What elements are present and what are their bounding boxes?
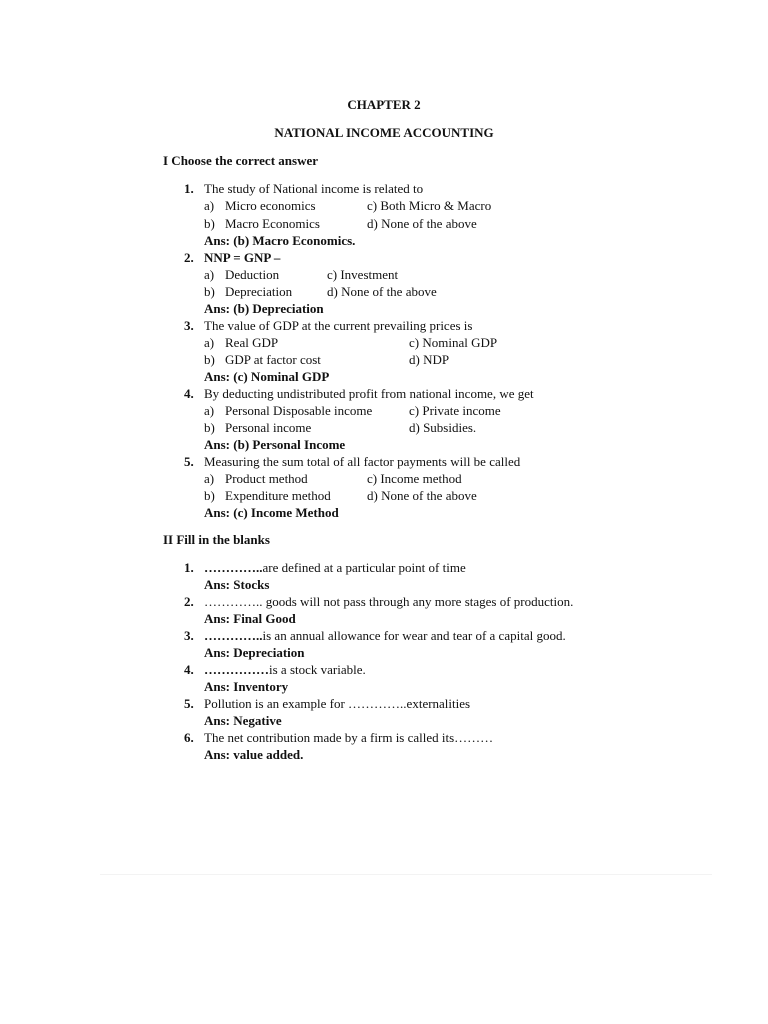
item-text bbox=[204, 594, 573, 610]
answer: Ans: Inventory bbox=[204, 679, 289, 694]
item-number: 6. bbox=[184, 730, 194, 745]
option-letter: b) bbox=[204, 352, 215, 367]
blank: …………… bbox=[204, 662, 269, 677]
question-number: 2. bbox=[184, 250, 194, 265]
option-text: d) Subsidies. bbox=[409, 420, 477, 435]
blank: ………….. bbox=[204, 560, 263, 575]
answer: Ans: value added. bbox=[204, 747, 304, 762]
item-text bbox=[204, 560, 466, 576]
option-text: d) NDP bbox=[409, 352, 450, 367]
item-number: 3. bbox=[184, 628, 194, 643]
item-number: 1. bbox=[184, 560, 194, 575]
question-text: NNP = GNP – bbox=[204, 250, 281, 265]
item-text-rest: goods will not pass through any more stages of production. bbox=[262, 594, 574, 609]
option-text: Deduction bbox=[225, 267, 280, 282]
item-number: 2. bbox=[184, 594, 194, 609]
answer: Ans: (b) Depreciation bbox=[204, 301, 324, 316]
item-text-rest: The net contribution made by a firm is called its……… bbox=[204, 730, 494, 745]
item-text bbox=[204, 628, 566, 644]
option-text: c) Income method bbox=[367, 471, 462, 486]
question-text: The study of National income is related to bbox=[204, 181, 424, 196]
section-heading-fill-blanks: II Fill in the blanks bbox=[163, 532, 270, 547]
chapter-label: CHAPTER 2 bbox=[347, 97, 421, 112]
answer: Ans: (c) Income Method bbox=[204, 505, 339, 520]
answer: Ans: (c) Nominal GDP bbox=[204, 369, 330, 384]
option-text: Expenditure method bbox=[225, 488, 331, 503]
option-text: d) None of the above bbox=[327, 284, 437, 299]
option-letter: a) bbox=[204, 403, 215, 418]
option-text: c) Investment bbox=[327, 267, 399, 282]
section-heading-mcq: I Choose the correct answer bbox=[163, 153, 318, 168]
question-number: 1. bbox=[184, 181, 194, 196]
option-text: Personal income bbox=[225, 420, 312, 435]
item-text bbox=[204, 662, 366, 678]
page-title: NATIONAL INCOME ACCOUNTING bbox=[274, 125, 494, 140]
option-text: Macro Economics bbox=[225, 216, 320, 231]
answer: Ans: (b) Personal Income bbox=[204, 437, 346, 452]
option-text: Product method bbox=[225, 471, 308, 486]
option-text: Depreciation bbox=[225, 284, 293, 299]
item-number: 5. bbox=[184, 696, 194, 711]
item-text-rest: is a stock variable. bbox=[269, 662, 366, 677]
question-text: Measuring the sum total of all factor payments will be called bbox=[204, 454, 521, 469]
option-letter: b) bbox=[204, 284, 215, 299]
option-text: Personal Disposable income bbox=[225, 403, 373, 418]
question-text: By deducting undistributed profit from national income, we get bbox=[204, 386, 534, 401]
option-letter: a) bbox=[204, 471, 215, 486]
option-text: Real GDP bbox=[225, 335, 279, 350]
item-number: 4. bbox=[184, 662, 194, 677]
option-text: c) Private income bbox=[409, 403, 501, 418]
answer: Ans: (b) Macro Economics. bbox=[204, 233, 356, 248]
blank: ………….. bbox=[204, 628, 263, 643]
option-text: d) None of the above bbox=[367, 488, 477, 503]
item-text bbox=[204, 730, 493, 746]
option-letter: a) bbox=[204, 267, 215, 282]
option-text: c) Nominal GDP bbox=[409, 335, 498, 350]
blank: ………….. bbox=[204, 594, 263, 609]
item-text-rest: are defined at a particular point of time bbox=[262, 560, 466, 575]
page-divider bbox=[100, 874, 712, 875]
answer: Ans: Depreciation bbox=[204, 645, 305, 660]
question-number: 4. bbox=[184, 386, 194, 401]
item-text-rest: Pollution is an example for …………..externalities bbox=[204, 696, 471, 711]
question-number: 5. bbox=[184, 454, 194, 469]
item-text-rest: is an annual allowance for wear and tear of a capital good. bbox=[262, 628, 566, 643]
answer: Ans: Negative bbox=[204, 713, 282, 728]
option-letter: b) bbox=[204, 216, 215, 231]
answer: Ans: Stocks bbox=[204, 577, 270, 592]
option-text: GDP at factor cost bbox=[225, 352, 321, 367]
option-letter: a) bbox=[204, 198, 215, 213]
option-letter: a) bbox=[204, 335, 215, 350]
answer: Ans: Final Good bbox=[204, 611, 296, 626]
option-text: c) Both Micro & Macro bbox=[367, 198, 492, 213]
question-number: 3. bbox=[184, 318, 194, 333]
option-letter: b) bbox=[204, 420, 215, 435]
item-text bbox=[204, 696, 470, 712]
option-text: Micro economics bbox=[225, 198, 316, 213]
question-text: The value of GDP at the current prevailing prices is bbox=[204, 318, 473, 333]
option-text: d) None of the above bbox=[367, 216, 477, 231]
option-letter: b) bbox=[204, 488, 215, 503]
